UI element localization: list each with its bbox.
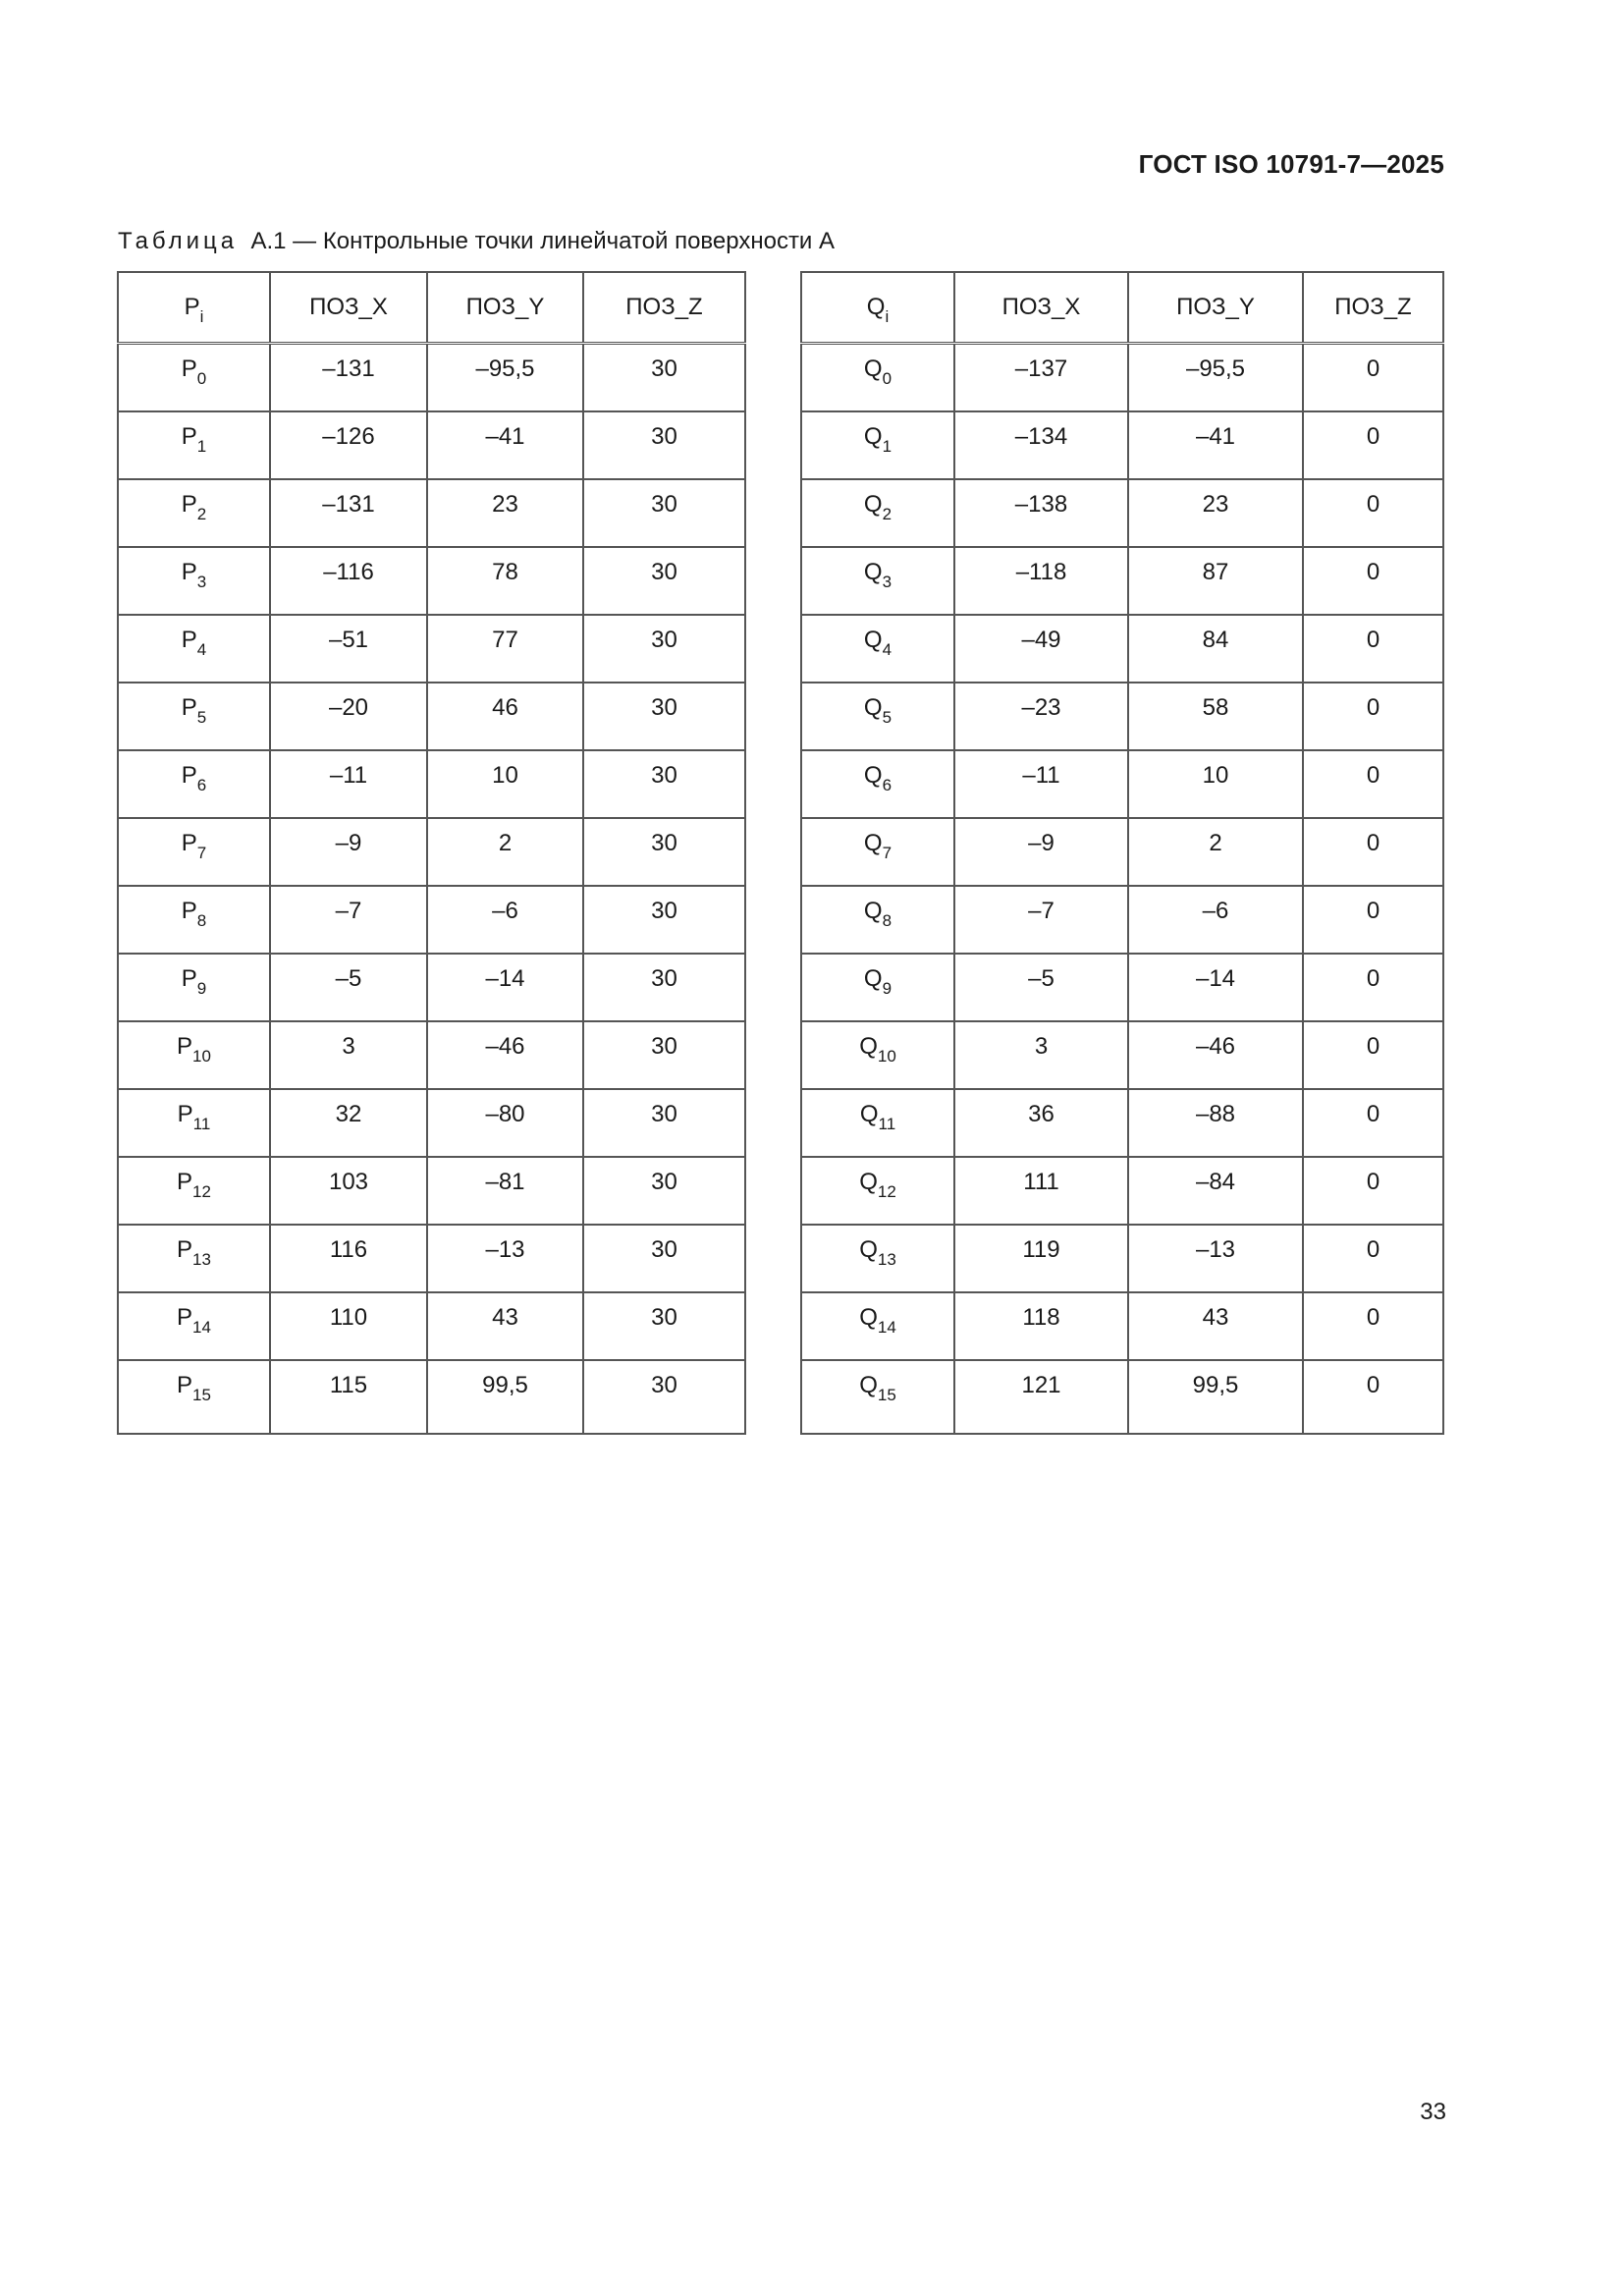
poz-x-cell: –7	[954, 886, 1128, 954]
point-label-cell-subscript: 5	[882, 707, 893, 727]
table-row	[801, 411, 1443, 479]
table-row	[118, 750, 745, 818]
poz-z-cell: 30	[583, 1225, 745, 1292]
point-label-cell-subscript: 1	[882, 436, 893, 456]
page-number: 33	[1420, 2099, 1446, 2125]
poz-y-cell: 77	[427, 615, 583, 683]
point-label-cell-text: Q	[859, 1303, 878, 1331]
column-header-subscript: i	[199, 307, 204, 326]
point-label-cell-subscript: 15	[877, 1385, 896, 1404]
table-header-row	[801, 272, 1443, 344]
point-label-cell	[801, 344, 954, 411]
poz-x-cell: –5	[954, 954, 1128, 1021]
poz-y-cell: –81	[427, 1157, 583, 1225]
point-label-cell-subscript: 6	[882, 775, 893, 794]
poz-y-cell: –13	[427, 1225, 583, 1292]
table-row	[118, 1089, 745, 1157]
poz-x-cell: –131	[270, 479, 427, 547]
poz-z-cell: 30	[583, 344, 745, 411]
poz-z-cell: 0	[1303, 750, 1443, 818]
point-label-cell	[118, 1292, 270, 1360]
table-row	[118, 547, 745, 615]
table-row	[118, 1021, 745, 1089]
poz-z-cell: 30	[583, 818, 745, 886]
point-label-cell	[118, 818, 270, 886]
poz-z-cell: 30	[583, 479, 745, 547]
table-row	[118, 683, 745, 750]
poz-x-cell: 118	[954, 1292, 1128, 1360]
table-row	[801, 1225, 1443, 1292]
column-header-text: ПОЗ_X	[1001, 294, 1081, 320]
point-label-cell-subscript: 14	[192, 1317, 211, 1337]
poz-y-cell: –41	[427, 411, 583, 479]
column-header	[583, 272, 745, 344]
poz-y-cell: –6	[1128, 886, 1303, 954]
table-row	[118, 615, 745, 683]
poz-x-cell: –5	[270, 954, 427, 1021]
poz-z-cell: 0	[1303, 954, 1443, 1021]
table-row	[118, 344, 745, 411]
poz-z-cell: 0	[1303, 818, 1443, 886]
point-label-cell-text: Q	[863, 964, 883, 992]
point-label-cell-subscript: 11	[192, 1114, 211, 1133]
column-header	[118, 272, 270, 344]
point-label-cell-subscript: 15	[192, 1385, 211, 1404]
poz-y-cell: –80	[427, 1089, 583, 1157]
point-label-cell	[118, 954, 270, 1021]
column-header	[1303, 272, 1443, 344]
poz-z-cell: 30	[583, 411, 745, 479]
point-label-cell-text: P	[181, 693, 197, 721]
poz-z-cell: 30	[583, 750, 745, 818]
point-label-cell-subscript: 8	[882, 910, 893, 930]
poz-z-cell: 0	[1303, 344, 1443, 411]
poz-x-cell: 111	[954, 1157, 1128, 1225]
point-label-cell	[801, 479, 954, 547]
poz-y-cell: –88	[1128, 1089, 1303, 1157]
point-label-cell-text: P	[181, 355, 197, 382]
poz-x-cell: 115	[270, 1360, 427, 1434]
poz-z-cell: 0	[1303, 1292, 1443, 1360]
point-label-cell	[118, 615, 270, 683]
table-row	[801, 344, 1443, 411]
point-label-cell	[118, 750, 270, 818]
poz-x-cell: –138	[954, 479, 1128, 547]
point-label-cell-text: P	[177, 1303, 193, 1331]
table-row	[801, 1089, 1443, 1157]
point-label-cell-text: Q	[859, 1100, 879, 1127]
point-label-cell	[801, 818, 954, 886]
poz-y-cell: –14	[427, 954, 583, 1021]
poz-z-cell: 30	[583, 954, 745, 1021]
point-label-cell	[118, 547, 270, 615]
poz-x-cell: 103	[270, 1157, 427, 1225]
point-label-cell-text: P	[177, 1168, 193, 1195]
table-row	[118, 886, 745, 954]
point-label-cell	[118, 411, 270, 479]
point-label-cell	[118, 683, 270, 750]
poz-y-cell: 46	[427, 683, 583, 750]
poz-y-cell: 23	[1128, 479, 1303, 547]
point-label-cell-text: Q	[863, 558, 883, 585]
poz-y-cell: 2	[1128, 818, 1303, 886]
poz-x-cell: 32	[270, 1089, 427, 1157]
table-header-row	[118, 272, 745, 344]
poz-z-cell: 30	[583, 1021, 745, 1089]
table-row	[801, 818, 1443, 886]
poz-y-cell: 2	[427, 818, 583, 886]
poz-x-cell: –11	[270, 750, 427, 818]
poz-x-cell: –9	[954, 818, 1128, 886]
poz-z-cell: 30	[583, 547, 745, 615]
poz-x-cell: 3	[954, 1021, 1128, 1089]
poz-y-cell: –95,5	[427, 344, 583, 411]
column-header	[270, 272, 427, 344]
poz-y-cell: 78	[427, 547, 583, 615]
point-label-cell-subscript: 2	[196, 504, 207, 523]
poz-x-cell: 110	[270, 1292, 427, 1360]
poz-z-cell: 30	[583, 1157, 745, 1225]
poz-x-cell: –7	[270, 886, 427, 954]
p-table-body	[118, 344, 745, 1434]
poz-z-cell: 30	[583, 683, 745, 750]
point-label-cell-text: P	[181, 964, 197, 992]
poz-y-cell: 10	[427, 750, 583, 818]
point-label-cell-subscript: 0	[882, 369, 893, 388]
poz-x-cell: –23	[954, 683, 1128, 750]
poz-x-cell: –134	[954, 411, 1128, 479]
poz-x-cell: –116	[270, 547, 427, 615]
poz-z-cell: 0	[1303, 683, 1443, 750]
point-label-cell-text: Q	[863, 422, 883, 450]
poz-x-cell: –118	[954, 547, 1128, 615]
table-row	[801, 615, 1443, 683]
column-header-text: ПОЗ_Z	[625, 294, 703, 320]
table-row	[118, 1225, 745, 1292]
p-points-table	[117, 271, 746, 1435]
point-label-cell-subscript: 4	[882, 639, 893, 659]
point-label-cell-subscript: 0	[196, 369, 207, 388]
table-row	[118, 1292, 745, 1360]
point-label-cell-subscript: 12	[192, 1181, 211, 1201]
poz-y-cell: –13	[1128, 1225, 1303, 1292]
point-label-cell-text: Q	[859, 1032, 878, 1060]
point-label-cell-subscript: 5	[196, 707, 207, 727]
poz-x-cell: –126	[270, 411, 427, 479]
poz-y-cell: –14	[1128, 954, 1303, 1021]
poz-x-cell: 3	[270, 1021, 427, 1089]
poz-z-cell: 0	[1303, 1021, 1443, 1089]
point-label-cell-text: P	[181, 761, 197, 789]
point-label-cell	[118, 1360, 270, 1434]
point-label-cell-text: P	[177, 1235, 193, 1263]
poz-z-cell: 30	[583, 1360, 745, 1434]
table-row	[118, 954, 745, 1021]
point-label-cell	[801, 886, 954, 954]
poz-y-cell: 87	[1128, 547, 1303, 615]
point-label-cell	[118, 1225, 270, 1292]
point-label-cell	[801, 1292, 954, 1360]
caption-text: А.1 — Контрольные точки линейчатой поверхности А	[250, 228, 836, 254]
table-row	[118, 479, 745, 547]
point-label-cell	[801, 683, 954, 750]
point-label-cell-text: P	[181, 829, 197, 856]
poz-x-cell: –131	[270, 344, 427, 411]
poz-z-cell: 0	[1303, 1089, 1443, 1157]
poz-z-cell: 30	[583, 1089, 745, 1157]
poz-z-cell: 0	[1303, 1157, 1443, 1225]
poz-y-cell: –46	[427, 1021, 583, 1089]
poz-y-cell: 43	[1128, 1292, 1303, 1360]
poz-z-cell: 0	[1303, 886, 1443, 954]
poz-z-cell: 0	[1303, 479, 1443, 547]
point-label-cell	[801, 1360, 954, 1434]
poz-z-cell: 30	[583, 1292, 745, 1360]
table-row	[801, 1292, 1443, 1360]
point-label-cell-text: Q	[859, 1168, 878, 1195]
poz-y-cell: 23	[427, 479, 583, 547]
table-row	[801, 750, 1443, 818]
point-label-cell-subscript: 10	[192, 1046, 211, 1066]
point-label-cell-text: Q	[863, 897, 883, 924]
point-label-cell	[801, 1021, 954, 1089]
point-label-cell-text: Q	[863, 829, 883, 856]
poz-x-cell: –9	[270, 818, 427, 886]
point-label-cell-subscript: 9	[882, 978, 893, 998]
poz-z-cell: 0	[1303, 1360, 1443, 1434]
point-label-cell-subscript: 13	[192, 1249, 211, 1269]
point-label-cell-subscript: 13	[877, 1249, 896, 1269]
table-row	[801, 547, 1443, 615]
point-label-cell-text: P	[181, 626, 197, 653]
table-caption	[118, 228, 835, 255]
poz-y-cell: 10	[1128, 750, 1303, 818]
table-row	[801, 1021, 1443, 1089]
point-label-cell-text: Q	[863, 626, 883, 653]
point-label-cell-text: P	[181, 422, 197, 450]
table-row	[118, 1360, 745, 1434]
point-label-cell-text: Q	[859, 1235, 878, 1263]
point-label-cell	[118, 344, 270, 411]
point-label-cell-subscript: 3	[196, 572, 207, 591]
poz-z-cell: 0	[1303, 547, 1443, 615]
point-label-cell-subscript: 10	[877, 1046, 896, 1066]
poz-x-cell: –137	[954, 344, 1128, 411]
column-header-text: ПОЗ_Y	[465, 294, 545, 320]
column-header-text: ПОЗ_X	[309, 294, 388, 320]
poz-y-cell: 99,5	[427, 1360, 583, 1434]
column-header-text: P	[184, 294, 200, 320]
point-label-cell-text: P	[181, 897, 197, 924]
poz-y-cell: –6	[427, 886, 583, 954]
point-label-cell-subscript: 9	[196, 978, 207, 998]
poz-z-cell: 30	[583, 615, 745, 683]
point-label-cell	[801, 411, 954, 479]
poz-z-cell: 30	[583, 886, 745, 954]
column-header	[427, 272, 583, 344]
poz-y-cell: –95,5	[1128, 344, 1303, 411]
poz-y-cell: 58	[1128, 683, 1303, 750]
point-label-cell	[801, 615, 954, 683]
point-label-cell-text: Q	[863, 490, 883, 518]
point-label-cell	[801, 750, 954, 818]
point-label-cell-subscript: 6	[196, 775, 207, 794]
poz-y-cell: 99,5	[1128, 1360, 1303, 1434]
point-label-cell	[118, 886, 270, 954]
poz-x-cell: –11	[954, 750, 1128, 818]
point-label-cell-subscript: 11	[878, 1114, 896, 1133]
point-label-cell-subscript: 12	[877, 1181, 896, 1201]
point-label-cell	[801, 954, 954, 1021]
column-header-subscript: i	[885, 307, 890, 326]
point-label-cell-subscript: 7	[882, 843, 893, 862]
point-label-cell-subscript: 3	[882, 572, 893, 591]
document-code: ГОСТ ISO 10791-7—2025	[1138, 149, 1444, 179]
table-row	[118, 411, 745, 479]
poz-x-cell: 36	[954, 1089, 1128, 1157]
point-label-cell-text: Q	[863, 693, 883, 721]
column-header	[1128, 272, 1303, 344]
point-label-cell	[801, 547, 954, 615]
point-label-cell	[801, 1157, 954, 1225]
point-label-cell-text: P	[181, 490, 197, 518]
poz-x-cell: –20	[270, 683, 427, 750]
point-label-cell-subscript: 1	[196, 436, 207, 456]
poz-y-cell: –84	[1128, 1157, 1303, 1225]
table-row	[801, 1157, 1443, 1225]
point-label-cell-subscript: 14	[877, 1317, 896, 1337]
point-label-cell-text: Q	[863, 761, 883, 789]
poz-x-cell: –51	[270, 615, 427, 683]
point-label-cell-text: P	[177, 1371, 193, 1398]
poz-y-cell: 84	[1128, 615, 1303, 683]
poz-x-cell: 121	[954, 1360, 1128, 1434]
column-header	[801, 272, 954, 344]
point-label-cell-text: P	[181, 558, 197, 585]
table-row	[801, 479, 1443, 547]
column-header-text: Q	[866, 294, 886, 320]
point-label-cell	[118, 1157, 270, 1225]
column-header-text: ПОЗ_Y	[1176, 294, 1255, 320]
poz-y-cell: –41	[1128, 411, 1303, 479]
point-label-cell	[801, 1225, 954, 1292]
point-label-cell	[118, 1089, 270, 1157]
point-label-cell-subscript: 2	[882, 504, 893, 523]
caption-word: Таблица	[118, 228, 239, 254]
table-row	[118, 818, 745, 886]
table-row	[801, 886, 1443, 954]
point-label-cell-subscript: 4	[196, 639, 207, 659]
poz-x-cell: 119	[954, 1225, 1128, 1292]
q-table-body	[801, 344, 1443, 1434]
poz-x-cell: –49	[954, 615, 1128, 683]
poz-z-cell: 0	[1303, 615, 1443, 683]
poz-x-cell: 116	[270, 1225, 427, 1292]
point-label-cell-subscript: 7	[196, 843, 207, 862]
point-label-cell	[118, 479, 270, 547]
table-row	[801, 1360, 1443, 1434]
q-points-table	[800, 271, 1444, 1435]
table-row	[801, 683, 1443, 750]
poz-z-cell: 0	[1303, 1225, 1443, 1292]
point-label-cell	[801, 1089, 954, 1157]
poz-y-cell: 43	[427, 1292, 583, 1360]
point-label-cell-text: Q	[859, 1371, 878, 1398]
column-header-text: ПОЗ_Z	[1334, 294, 1412, 320]
table-row	[118, 1157, 745, 1225]
column-header	[954, 272, 1128, 344]
point-label-cell	[118, 1021, 270, 1089]
poz-y-cell: –46	[1128, 1021, 1303, 1089]
poz-z-cell: 0	[1303, 411, 1443, 479]
point-label-cell-text: P	[177, 1100, 193, 1127]
point-label-cell-text: Q	[863, 355, 883, 382]
table-row	[801, 954, 1443, 1021]
point-label-cell-subscript: 8	[196, 910, 207, 930]
point-label-cell-text: P	[177, 1032, 193, 1060]
